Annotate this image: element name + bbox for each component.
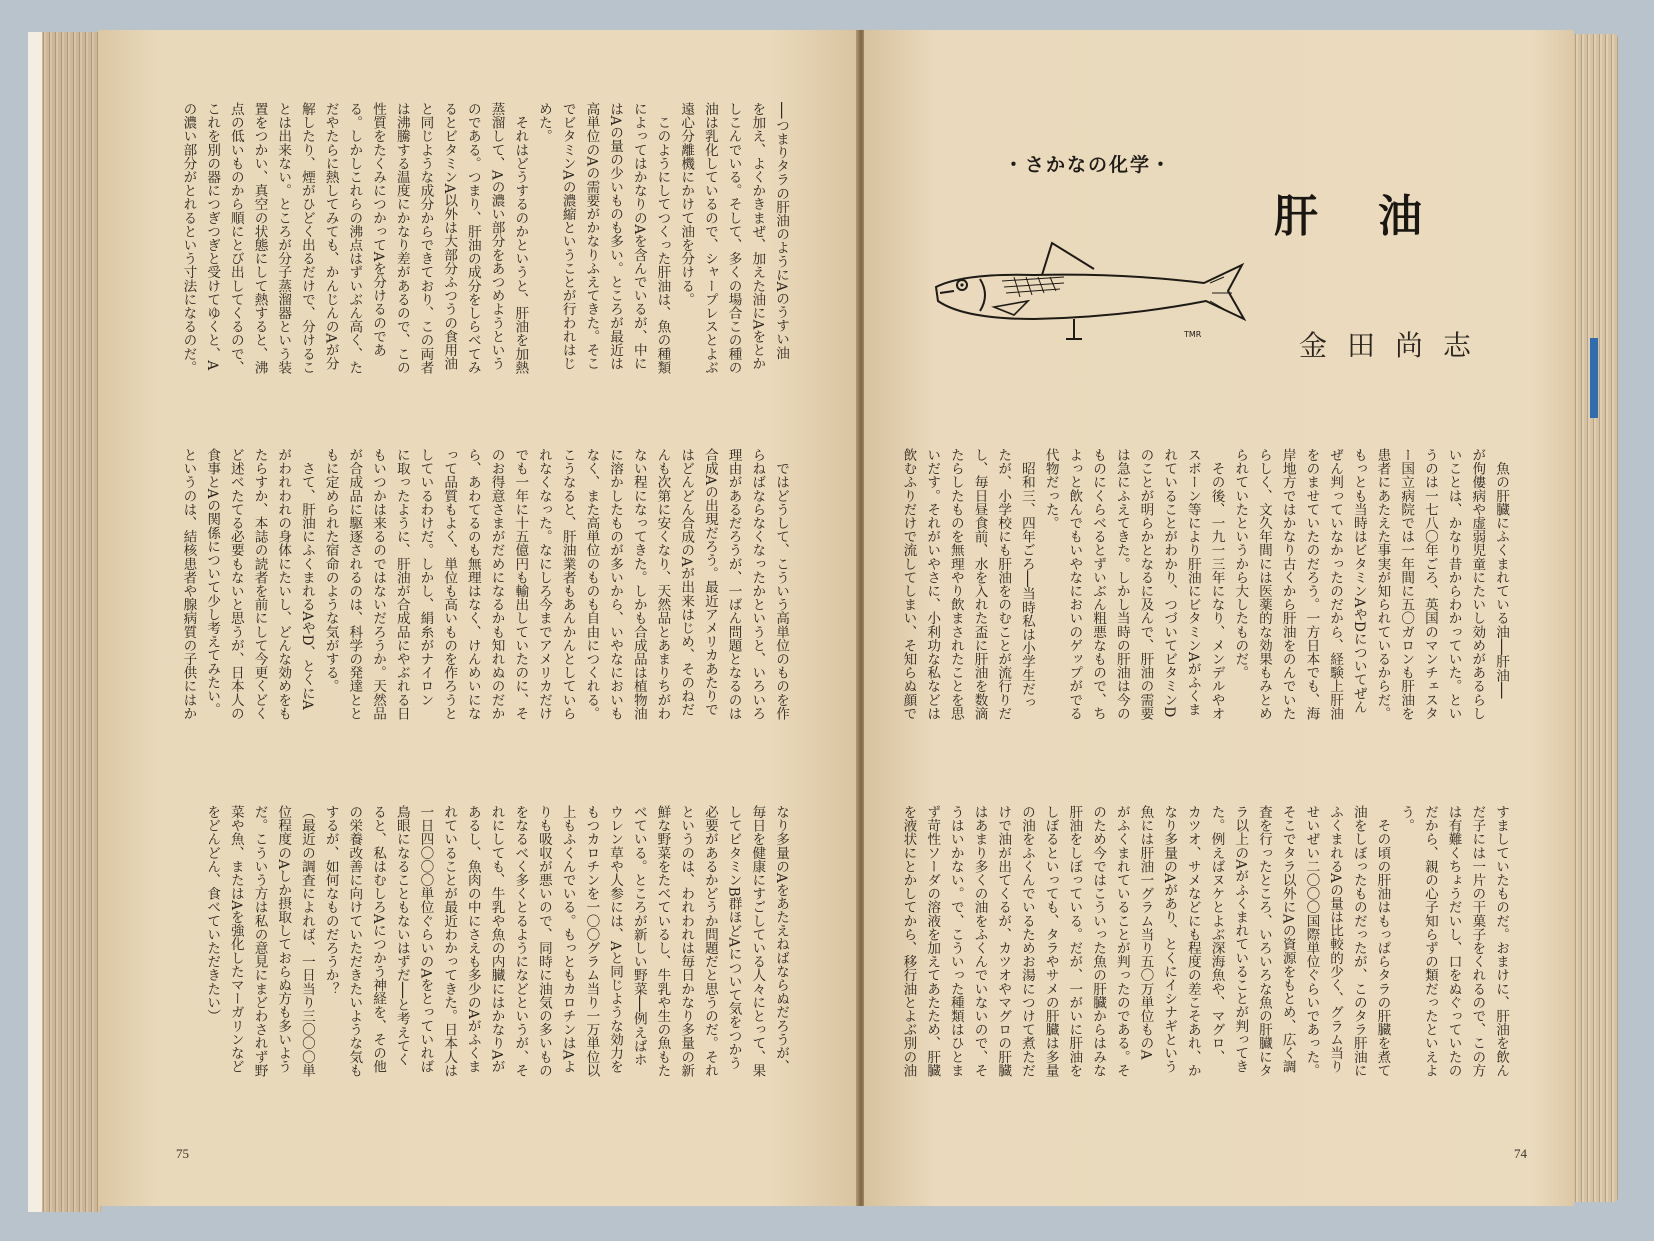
left-page [98, 30, 862, 1206]
index-tab [1590, 338, 1598, 418]
right-page-edges [1572, 34, 1618, 1202]
series-label: ・さかなの化学・ [1004, 154, 1173, 176]
left-bottom-text: なり多量のAをあたえねばならぬだろうが、 毎日を健康にすごしている人々にとって、果 してビタミンB群ほどAについて気をつかう 必要があるかどうか問題だと思うのだ。それ というのは、われわれは毎日かなり多量の新 鮮な野菜をたべているし、牛乳や生の魚もた べている。ところが新しい野菜──例えばホ ウレン草や人参には、Aと同じような効力を もつカロチンを一〇〇グラム当り一万単位以 上もふくんでいる。もっともカロチンはAよ りも吸収が悪いので、同時に油気の多いもの をなるべく多くとるようになどというが、そ れにしても、牛乳や魚の内臓にはかなりAが あるし、魚肉の中にさえも多少のAがふくま れていることが最近わかってきた。日本人は 一日四〇〇〇単位ぐらいのAをとっていれば 鳥眼になることもないはずだ──と考えてく ると、私はむしろAにつかう神経を、その他 の栄養改善に向けていただきたいような気も するが、如何なものだろうか？ （最近の調査によれば、一日当り三〇〇〇単 位程度のAしか摂取しておらぬ方も多いよう だ。こういう方は私の意見にまどわされず野 菜や魚、またはAを強化したマーガリンなど をどんどん、食べていただきたい） [204, 805, 789, 1077]
fish-illustration [924, 235, 1254, 355]
page-number-right: 74 [1514, 1146, 1527, 1161]
right-middle-text: 魚の肝臓にふくまれている油──肝油── が佝僂病や虚弱児童にたいし効めがあるらし いことは、かなり昔からわかっていた。とい うのは一七八〇年ごろ、英国のマンチェスタ ー国立病院では一年間に五〇ガロンも肝油を 患者にあたえた事実が知られているからだ。 もっとも当時はビタミンAやDについてぜん ぜん判っていなかったのだから、経験上肝油 をのませていたのだろう。一方日本でも、海 岸地方ではかなり古くから肝油をのんでいた らしく、文久年間には医薬的な効果もみとめ られていたというから大したものだ。 その後、一九一三年になり、メンデルやオ スボーン等により肝油にビタミンAがふくま れていることがわかり、つづいてビタミンD のことが明らかとなるに及んで、肝油の需要 は急にふえてきた。しかし当時の肝油は今の ものにくらべるとずいぶん粗悪なもので、ち よっと飲んでもいやなにおいのゲップがでる 代物だった。 昭和三、四年ごろ──当時私は小学生だっ たが、小学校にも肝油をのむことが流行りだ し、毎日昼食前、水を入れた盃に肝油を数滴 たらしたものを無理やり飲まされたことを思 いだす。それがいやさに、小利功な私などは 飲むふりだけで流してしまい、そ知らぬ顔で [900, 448, 1509, 720]
left-page-edges [28, 32, 102, 1212]
illustrator-signature: TMR [1184, 330, 1202, 339]
page-number-left: 75 [176, 1146, 189, 1161]
author-name: 金田尚志 [1299, 329, 1492, 362]
left-top-text: ──つまりタラの肝油のようにAのうすい油 を加え、よくかきまぜ、加えた油にAをとか しこんでいる。そして、多くの場合この種の 油は乳化しているので、シャープレスとよぶ 遠心分離機にかけて油を分ける。 このようにしてつくった肝油は、魚の種類 によってはかなりのAを含んでいるが、中に はAの量の少いものも多い。ところが最近は 高単位のAの需要がかなりふえてきた。そこ でビタミンAの濃縮ということが行われはじ めた。 それはどうするのかというと、肝油を加熱 蒸溜して、Aの濃い部分をあつめようという のである。つまり、肝油の成分をしらべてみ るとビタミンA以外は大部分ふつうの食用油 と同じような成分からできており、この両者 は沸騰する温度にかなり差があるので、この 性質をたくみにつかってAを分けるのであ る。しかしこれらの沸点はずいぶん高く、た だやたらに熱してみても、かんじんのAが分 解したり、煙がひどく出るだけで、分けるこ とは出来ない。ところが分子蒸溜器という装 置をつかい、真空の状態にして熱すると、沸 点の低いものから順にとび出してくるので、 これを別の器につぎつぎと受けてゆくと、A の濃い部分がとれるという寸法になるのだ。 [180, 102, 789, 374]
right-bottom-text: すましていたものだ。おまけに、肝油を飲ん だ子には一片の干菓子をくれるので、この方 は有難くちょうだいし、口をぬぐっていたの だから、親の心子知らずの類だったといえよ う。 その頃の肝油はもっぱらタラの肝臓を煮て 油をしぼったものだったが、このタラ肝油に ふくまれるAの量は比較的少く、グラム当り せいぜい二〇〇〇国際単位ぐらいであった。 そこでタラ以外にAの資源をもとめ、広く調 査を行ったところ、いろいろな魚の肝臓にタ ラ以上のAがふくまれていることが判ってき た。例えばヌケとよぶ深海魚や、マグロ、 カツオ、サメなどにも程度の差こそあれ、か なり多量のAがあり、とくにイシナギという 魚には肝油一グラム当り五〇万単位ものA がふくまれていることが判ったのである。そ のため今ではこういった魚の肝臓からはみな 肝油をしぼっている。だが、一がいに肝油を しぼるといっても、タラやサメの肝臓は多量 の油をふくんでいるためお湯につけて煮ただ けで油が出てくるが、カツオやマグロの肝臓 はあまり多くの油をふくんでいないので、そ うはいかない。で、こういった種類はひとま ず苛性ソーダの溶液を加えてあたため、肝臓 を液状にとかしてから、移行油とよぶ別の油 [900, 805, 1509, 1077]
right-page [864, 30, 1574, 1206]
left-middle-text: ではどうして、こういう高単位のものを作 らねばならなくなったかというと、いろいろ 理由があるだろうが、一ばん問題となるのは 合成Aの出現だろう。最近アメリカあたりで はどんどん合成のAが出来はじめ、そのねだ んも次第に安くなり、天然品とあまりちがわ ない程になってきた。しかも合成品は植物油 に溶かしたものが多いから、いやなにおいも なく、また高単位のものも自由につくれる。 こうなると、肝油業者もあんかんとしていら れなくなった。なにしろ今までアメリカだけ でも一年に十五億円も輸出していたのに、そ のお得意さまがだめになるかも知れぬのだか ら、あわてるのも無理はなく、けんめいにな って品質もよく、単位も高いものを作ろうと しているわけだ。しかし、絹糸がナイロン に取ったように、肝油が合成品にやぶれる日 もいつかは来るのではないだろうか。天然品 が合成品に駆逐されるのは、科学の発達とと もに定められた宿命のような気がする。 さて、肝油にふくまれるAやD、とくにA がわれわれの身体にたいし、どんな効めをも たらすか、本誌の読者を前にして今更くどく ど述べたてる必要もないと思うが、日本人の 食事とAの関係について少し考えてみたい。 というのは、結核患者や腺病質の子供にはか [180, 448, 789, 720]
open-magazine [28, 22, 1618, 1212]
article-title: 肝油 [1274, 191, 1482, 242]
